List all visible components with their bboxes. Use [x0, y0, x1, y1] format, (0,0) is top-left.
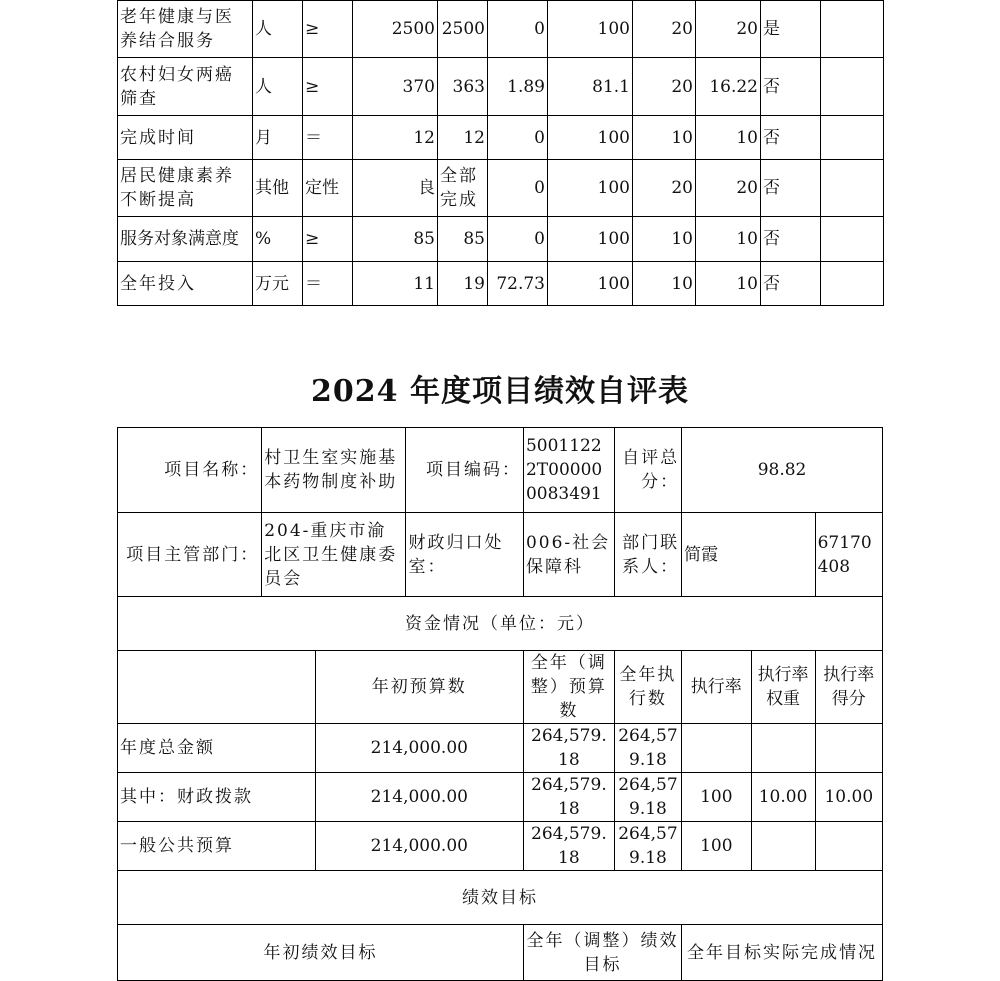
indicator-target: 85	[353, 217, 438, 262]
indicator-actual: 2500	[438, 1, 488, 58]
funds-row-adjusted: 264,579.18	[523, 822, 614, 871]
indicator-unit: %	[253, 217, 303, 262]
funds-section-title: 资金情况（单位：元）	[118, 597, 883, 651]
self-score-label: 自评总分：	[614, 428, 681, 513]
indicator-table	[117, 0, 884, 306]
funds-row	[118, 773, 883, 822]
goals-header-adjusted: 全年（调整）绩效目标	[523, 925, 681, 981]
indicator-actual: 85	[438, 217, 488, 262]
indicator-target: 2500	[353, 1, 438, 58]
project-name-row	[118, 428, 883, 513]
self-evaluation-table	[117, 427, 883, 981]
funds-section-row	[118, 597, 883, 651]
goals-section-title: 绩效目标	[118, 871, 883, 925]
indicator-rate: 100	[548, 262, 633, 306]
funds-header-weight: 执行率权重	[751, 651, 815, 724]
contact-phone-value: 67170408	[815, 513, 882, 597]
indicator-weight: 20	[633, 58, 696, 116]
funds-header-adjusted: 全年（调整）预算数	[523, 651, 614, 724]
indicator-note	[821, 217, 884, 262]
indicator-rate: 100	[548, 1, 633, 58]
indicator-target: 370	[353, 58, 438, 116]
indicator-operator: ＝	[303, 262, 353, 306]
funds-row	[118, 822, 883, 871]
indicator-unit: 人	[253, 58, 303, 116]
indicator-operator: ≥	[303, 58, 353, 116]
funds-row-rate: 100	[682, 822, 751, 871]
funds-row-initial: 214,000.00	[315, 724, 523, 773]
funds-row-weight	[751, 822, 815, 871]
indicator-name: 老年健康与医养结合服务	[118, 1, 253, 58]
indicator-name: 农村妇女两癌筛查	[118, 58, 253, 116]
funds-row-score	[815, 822, 882, 871]
project-name-label: 项目名称：	[118, 428, 262, 513]
indicator-score: 10	[696, 116, 761, 160]
indicator-deviation: 0	[488, 160, 548, 217]
indicator-name: 完成时间	[118, 116, 253, 160]
indicator-name: 居民健康素养不断提高	[118, 160, 253, 217]
goals-header-row	[118, 925, 883, 981]
indicator-flag: 否	[761, 217, 821, 262]
page-title: 2024 年度项目绩效自评表	[311, 374, 689, 409]
finance-office-value: 006-社会保障科	[523, 513, 614, 597]
funds-row-initial: 214,000.00	[315, 822, 523, 871]
funds-row-adjusted: 264,579.18	[523, 724, 614, 773]
indicator-score: 10	[696, 217, 761, 262]
indicator-score: 16.22	[696, 58, 761, 116]
indicator-weight: 20	[633, 160, 696, 217]
indicator-operator: ≥	[303, 1, 353, 58]
indicator-weight: 10	[633, 116, 696, 160]
indicator-note	[821, 1, 884, 58]
department-row	[118, 513, 883, 597]
goals-header-actual: 全年目标实际完成情况	[682, 925, 883, 981]
indicator-row	[118, 160, 884, 217]
project-name-value: 村卫生室实施基本药物制度补助	[262, 428, 406, 513]
funds-header-row	[118, 651, 883, 724]
indicator-note	[821, 262, 884, 306]
funds-header-blank	[118, 651, 316, 724]
indicator-note	[821, 116, 884, 160]
indicator-flag: 否	[761, 58, 821, 116]
finance-office-label: 财政归口处室：	[406, 513, 524, 597]
indicator-actual: 19	[438, 262, 488, 306]
indicator-actual: 全部完成	[438, 160, 488, 217]
funds-row-weight	[751, 724, 815, 773]
goals-header-initial: 年初绩效目标	[118, 925, 524, 981]
indicator-target: 12	[353, 116, 438, 160]
indicator-weight: 20	[633, 1, 696, 58]
indicator-deviation: 0	[488, 116, 548, 160]
indicator-operator: ＝	[303, 116, 353, 160]
funds-row-executed: 264,579.18	[614, 822, 681, 871]
department-label: 项目主管部门：	[118, 513, 262, 597]
indicator-actual: 12	[438, 116, 488, 160]
indicator-row	[118, 1, 884, 58]
indicator-score: 20	[696, 1, 761, 58]
indicator-note	[821, 160, 884, 217]
goals-section-row	[118, 871, 883, 925]
funds-header-score: 执行率得分	[815, 651, 882, 724]
project-code-value: 50011222T000000083491	[523, 428, 614, 513]
indicator-deviation: 0	[488, 217, 548, 262]
indicator-actual: 363	[438, 58, 488, 116]
contact-person-label: 部门联系人：	[614, 513, 681, 597]
contact-person-value: 简霞	[682, 513, 816, 597]
indicator-target: 良	[353, 160, 438, 217]
indicator-flag: 是	[761, 1, 821, 58]
indicator-score: 10	[696, 262, 761, 306]
indicator-table-body	[118, 1, 884, 306]
indicator-row	[118, 116, 884, 160]
indicator-operator: 定性	[303, 160, 353, 217]
indicator-unit: 月	[253, 116, 303, 160]
funds-row-rate: 100	[682, 773, 751, 822]
indicator-deviation: 72.73	[488, 262, 548, 306]
funds-row-executed: 264,579.18	[614, 773, 681, 822]
department-value: 204-重庆市渝北区卫生健康委员会	[262, 513, 406, 597]
indicator-flag: 否	[761, 262, 821, 306]
project-code-label: 项目编码：	[406, 428, 524, 513]
funds-row	[118, 724, 883, 773]
funds-row-label: 其中：财政拨款	[118, 773, 316, 822]
indicator-rate: 81.1	[548, 58, 633, 116]
indicator-weight: 10	[633, 217, 696, 262]
indicator-name: 服务对象满意度	[118, 217, 253, 262]
funds-row-adjusted: 264,579.18	[523, 773, 614, 822]
indicator-unit: 万元	[253, 262, 303, 306]
indicator-row	[118, 217, 884, 262]
indicator-score: 20	[696, 160, 761, 217]
indicator-rate: 100	[548, 217, 633, 262]
funds-row-score	[815, 724, 882, 773]
funds-row-score: 10.00	[815, 773, 882, 822]
indicator-target: 11	[353, 262, 438, 306]
funds-row-initial: 214,000.00	[315, 773, 523, 822]
indicator-rate: 100	[548, 116, 633, 160]
indicator-name: 全年投入	[118, 262, 253, 306]
indicator-note	[821, 58, 884, 116]
funds-header-rate: 执行率	[682, 651, 751, 724]
indicator-flag: 否	[761, 160, 821, 217]
self-score-value: 98.82	[682, 428, 883, 513]
indicator-unit: 其他	[253, 160, 303, 217]
indicator-operator: ≥	[303, 217, 353, 262]
indicator-row	[118, 262, 884, 306]
indicator-row	[118, 58, 884, 116]
funds-row-rate	[682, 724, 751, 773]
funds-row-executed: 264,579.18	[614, 724, 681, 773]
indicator-flag: 否	[761, 116, 821, 160]
indicator-weight: 10	[633, 262, 696, 306]
indicator-deviation: 1.89	[488, 58, 548, 116]
indicator-unit: 人	[253, 1, 303, 58]
funds-header-initial: 年初预算数	[315, 651, 523, 724]
indicator-rate: 100	[548, 160, 633, 217]
indicator-deviation: 0	[488, 1, 548, 58]
funds-row-label: 一般公共预算	[118, 822, 316, 871]
funds-row-label: 年度总金额	[118, 724, 316, 773]
funds-row-weight: 10.00	[751, 773, 815, 822]
funds-header-executed: 全年执行数	[614, 651, 681, 724]
